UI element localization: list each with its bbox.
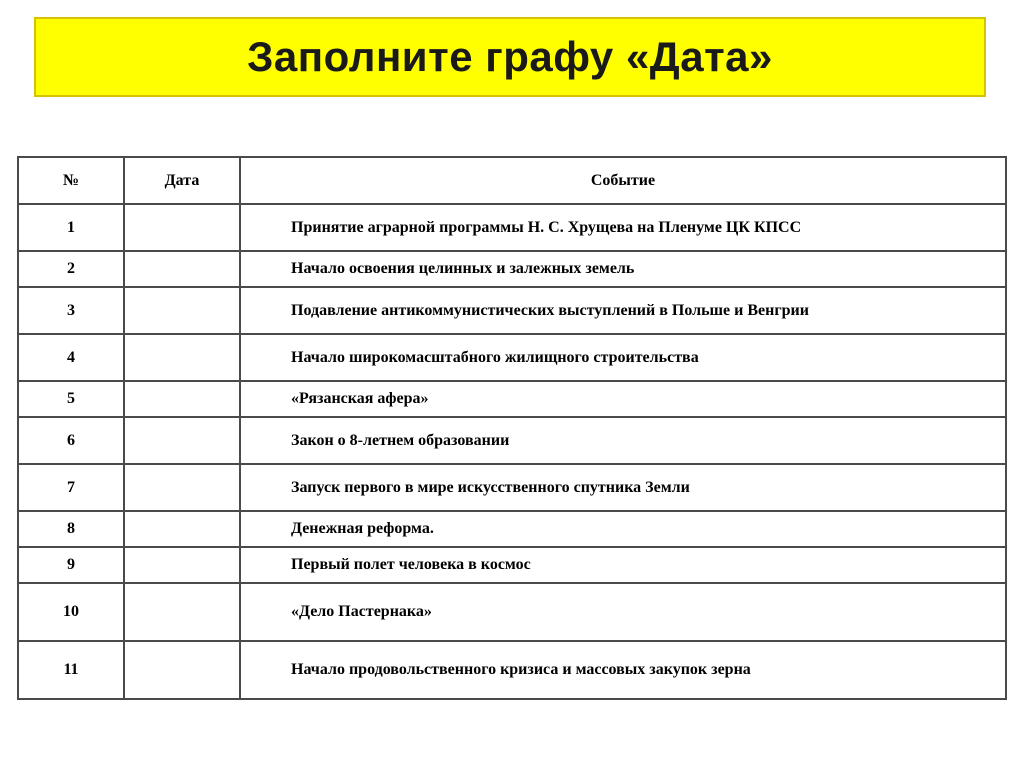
event-cell — [240, 381, 1006, 417]
table-row — [18, 334, 1006, 381]
table-row — [18, 381, 1006, 417]
event-cell — [240, 464, 1006, 511]
date-cell[interactable] — [124, 547, 240, 583]
row-number: 1 — [18, 204, 124, 251]
row-number: 9 — [18, 547, 124, 583]
row-number: 5 — [18, 381, 124, 417]
event-text: Первый полет человека в космос — [291, 556, 531, 573]
date-cell[interactable] — [124, 583, 240, 641]
event-text: Денежная реформа. — [291, 520, 434, 537]
event-text: Начало широкомасштабного жилищного строительства — [291, 348, 699, 366]
header-event: Событие — [240, 157, 1006, 204]
table-row — [18, 251, 1006, 287]
event-text: Запуск первого в мире искусственного спутника Земли — [291, 478, 690, 496]
page-title: Заполните графу «Дата» — [247, 33, 773, 80]
event-text: «Рязанская афера» — [291, 390, 429, 407]
date-cell[interactable] — [124, 417, 240, 464]
header-num: № — [18, 157, 124, 204]
row-number: 6 — [18, 417, 124, 464]
row-number: 8 — [18, 511, 124, 547]
date-cell[interactable] — [124, 287, 240, 334]
date-cell[interactable] — [124, 334, 240, 381]
table-row — [18, 511, 1006, 547]
event-text: «Дело Пастернака» — [291, 603, 432, 620]
table-row — [18, 547, 1006, 583]
event-cell — [240, 204, 1006, 251]
date-cell[interactable] — [124, 464, 240, 511]
event-text: Принятие аграрной программы Н. С. Хрущева на Пленуме ЦК КПСС — [291, 218, 802, 236]
title-banner — [34, 17, 986, 97]
table-header-row — [18, 157, 1006, 204]
event-cell — [240, 417, 1006, 464]
table-row — [18, 204, 1006, 251]
event-cell — [240, 287, 1006, 334]
event-cell — [240, 641, 1006, 699]
date-cell[interactable] — [124, 511, 240, 547]
row-number: 10 — [18, 583, 124, 641]
event-text: Начало продовольственного кризиса и массовых закупок зерна — [291, 661, 751, 678]
event-cell — [240, 251, 1006, 287]
row-number: 4 — [18, 334, 124, 381]
event-cell — [240, 511, 1006, 547]
event-text: Подавление антикоммунистических выступлений в Польше и Венгрии — [291, 301, 809, 319]
events-table — [17, 156, 1007, 700]
table-row — [18, 287, 1006, 334]
date-cell[interactable] — [124, 251, 240, 287]
event-text: Закон о 8-летнем образовании — [291, 431, 510, 449]
header-date: Дата — [124, 157, 240, 204]
table-row — [18, 417, 1006, 464]
event-cell — [240, 334, 1006, 381]
date-cell[interactable] — [124, 641, 240, 699]
event-cell — [240, 547, 1006, 583]
row-number: 2 — [18, 251, 124, 287]
date-cell[interactable] — [124, 204, 240, 251]
table-row — [18, 583, 1006, 641]
event-text: Начало освоения целинных и залежных земель — [291, 260, 635, 277]
row-number: 7 — [18, 464, 124, 511]
table-row — [18, 641, 1006, 699]
date-cell[interactable] — [124, 381, 240, 417]
row-number: 3 — [18, 287, 124, 334]
event-cell — [240, 583, 1006, 641]
row-number: 11 — [18, 641, 124, 699]
table-row — [18, 464, 1006, 511]
